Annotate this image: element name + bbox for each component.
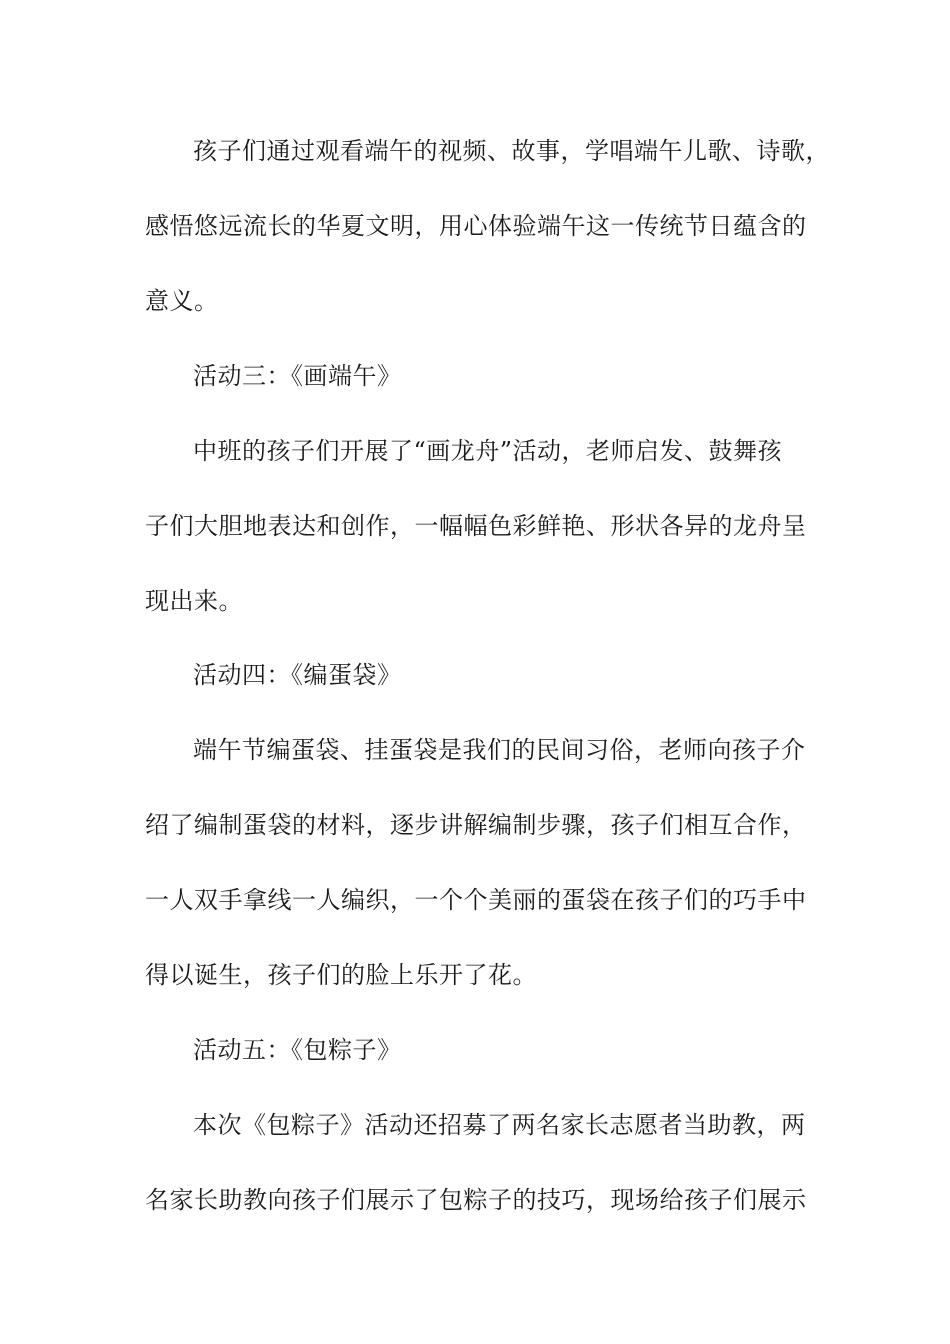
section-heading: 活动五：《包粽子》: [193, 1036, 402, 1064]
paragraph-line: 中班的孩子们开展了“画龙舟”活动，老师启发、鼓舞孩: [193, 437, 783, 465]
section-heading: 活动四：《编蛋袋》: [193, 661, 402, 689]
paragraph-line: 子们大胆地表达和创作，一幅幅色彩鲜艳、形状各异的龙舟呈: [145, 512, 807, 540]
paragraph-line: 本次《包粽子》活动还招募了两名家长志愿者当助教，两: [193, 1111, 806, 1139]
paragraph-line: 一人双手拿线一人编织，一个个美丽的蛋袋在孩子们的巧手中: [145, 886, 807, 914]
paragraph-line: 端午节编蛋袋、挂蛋袋是我们的民间习俗，老师向孩子介: [193, 736, 806, 764]
section-heading: 活动三：《画端午》: [193, 362, 402, 390]
paragraph-line: 意义。: [145, 287, 219, 315]
paragraph-line: 绍了编制蛋袋的材料，逐步讲解编制步骤，孩子们相互合作，: [145, 811, 807, 839]
paragraph-line: 得以诞生，孩子们的脸上乐开了花。: [145, 961, 537, 989]
paragraph-line: 现出来。: [145, 587, 243, 615]
paragraph-line: 感悟悠远流长的华夏文明，用心体验端午这一传统节日蕴含的: [145, 212, 807, 240]
paragraph-line: 名家长助教向孩子们展示了包粽子的技巧，现场给孩子们展示: [145, 1186, 807, 1214]
paragraph-line: 孩子们通过观看端午的视频、故事，学唱端午儿歌、诗歌，: [193, 137, 830, 165]
